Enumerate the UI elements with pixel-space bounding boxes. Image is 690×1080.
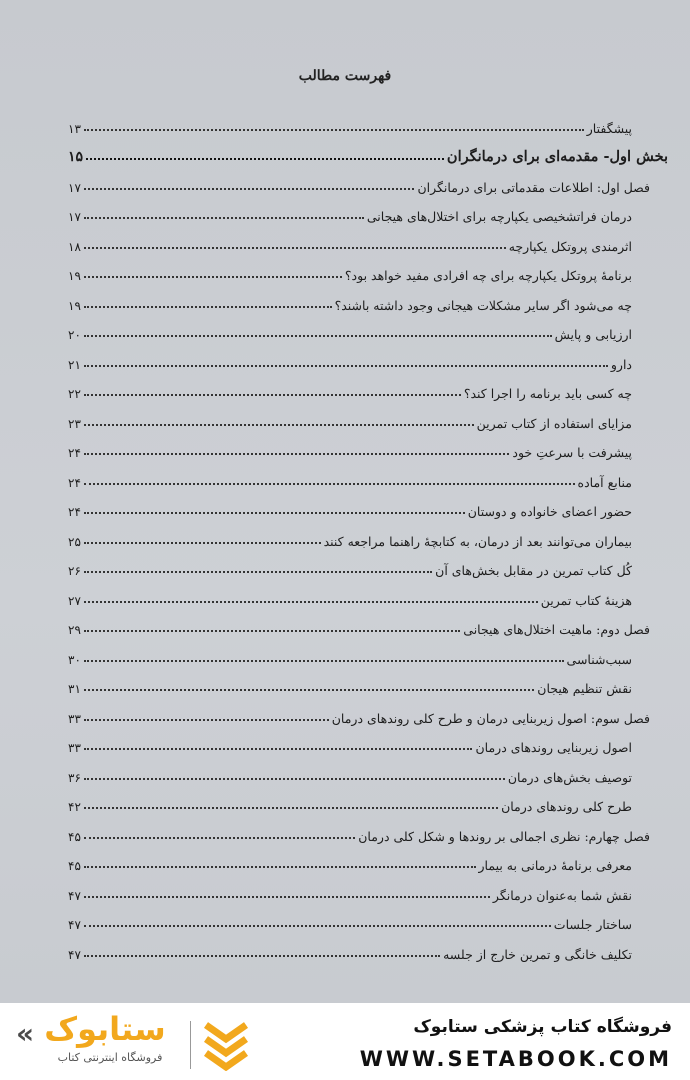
dot-leader — [84, 778, 505, 780]
double-chevron-icon: « — [16, 1017, 35, 1050]
toc-entry — [68, 907, 650, 937]
dot-leader — [84, 630, 460, 632]
dot-leader — [84, 188, 415, 190]
dot-leader — [84, 748, 473, 750]
toc-page-number: ۴۷ — [68, 947, 81, 962]
toc-entry — [68, 376, 650, 406]
toc-entry — [68, 494, 650, 524]
dot-leader — [84, 453, 509, 455]
dot-leader — [84, 837, 355, 839]
toc-entry-label: ارزیابی و پایش — [554, 327, 632, 342]
dot-leader — [84, 129, 584, 131]
toc-chapter-entry — [68, 612, 650, 642]
toc-chapter-entry — [68, 169, 650, 199]
toc-entry-label: پیشگفتار — [586, 120, 632, 136]
toc-page-number: ۱۹ — [68, 298, 81, 313]
toc-entry-label: تکلیف خانگی و تمرین خارج از جلسه — [443, 946, 632, 962]
dot-leader — [84, 512, 465, 514]
toc-page-number: ۳۰ — [68, 652, 81, 667]
toc-entry-label: ساختار جلسات — [553, 917, 632, 932]
toc-page-number: ۴۵ — [68, 829, 81, 844]
toc-chapter-entry — [68, 700, 650, 730]
toc-page-number: ۲۴ — [68, 446, 81, 460]
toc-entry-label: اصول زیربنایی روندهای درمان — [475, 740, 632, 755]
toc-page-number: ۲۶ — [68, 564, 81, 578]
toc-entry-label: پیشرفت با سرعتِ خود — [512, 445, 632, 460]
toc-page-number: ۱۸ — [68, 239, 81, 254]
dot-leader — [84, 394, 461, 396]
toc-page-number: ۳۶ — [68, 770, 81, 785]
dot-leader — [84, 335, 552, 337]
toc-entry-label: مزایای استفاده از کتاب تمرین — [476, 415, 632, 431]
logo-wordmark: ستابوک — [44, 1010, 166, 1048]
dot-leader — [84, 866, 476, 868]
toc-entry — [68, 435, 650, 465]
dot-leader — [84, 955, 440, 957]
dot-leader — [84, 365, 608, 367]
toc-page-number: ۳۳ — [68, 741, 81, 755]
toc-entry-label: هزینهٔ کتاب تمرین — [540, 592, 632, 608]
toc-entry-label: بیماران می‌توانند بعد از درمان، به کتابچهٔ راهنما مراجعه کنند — [323, 533, 632, 549]
toc-entry — [68, 553, 650, 583]
toc-page-number: ۲۵ — [68, 534, 81, 549]
toc-page-number: ۴۵ — [68, 859, 81, 873]
toc-entry — [68, 287, 650, 317]
dot-leader — [84, 925, 551, 927]
dot-leader — [84, 689, 534, 691]
dot-leader — [84, 807, 498, 809]
dot-leader — [84, 306, 332, 308]
toc-entry — [68, 848, 650, 878]
toc-chapter-entry — [68, 818, 650, 848]
toc-entry — [68, 936, 650, 966]
toc-entry-label: فصل چهارم: نظری اجمالی بر روندها و شکل کلی درمان — [358, 828, 650, 844]
toc-entry — [68, 789, 650, 819]
toc-entry — [68, 199, 650, 229]
toc-page-number: ۱۷ — [68, 210, 81, 224]
toc-entry — [68, 317, 650, 347]
toc-entry — [68, 730, 650, 760]
toc-page-number: ۲۲ — [68, 387, 81, 401]
dot-leader — [84, 424, 474, 426]
toc-list — [68, 110, 668, 966]
toc-page-number: ۱۹ — [68, 269, 81, 283]
toc-entry-label: فصل اول: اطلاعات مقدماتی برای درمانگران — [417, 179, 650, 195]
toc-entry-label: دارو — [610, 356, 632, 372]
toc-page-number: ۳۳ — [68, 711, 81, 726]
toc-entry — [68, 464, 650, 494]
dot-leader — [84, 247, 506, 249]
toc-entry-label: توصیف بخش‌های درمان — [507, 769, 632, 785]
dot-leader — [84, 217, 364, 219]
store-url[interactable]: WWW.SETABOOK.COM — [359, 1047, 672, 1071]
toc-page-number: ۱۷ — [68, 180, 81, 195]
toc-page-number: ۲۰ — [68, 328, 81, 342]
toc-entry-label: چه می‌شود اگر سایر مشکلات هیجانی وجود داشته باشند؟ — [334, 297, 632, 313]
dot-leader — [84, 896, 490, 898]
logo-divider — [190, 1021, 191, 1069]
toc-page-number: ۱۵ — [68, 149, 84, 165]
dot-leader — [84, 276, 342, 278]
toc-entry-label: منابع آماده — [577, 474, 632, 490]
toc-entry-label: نقش شما به‌عنوان درمانگر — [492, 887, 632, 903]
toc-entry — [68, 228, 650, 258]
toc-page-number: ۳۱ — [68, 682, 81, 696]
toc-entry-label: فصل دوم: ماهیت اختلال‌های هیجانی — [463, 622, 650, 637]
dot-leader — [84, 601, 538, 603]
toc-page-number: ۴۷ — [68, 918, 81, 932]
toc-entry — [68, 523, 650, 553]
toc-entry-label: سبب‌شناسی — [566, 651, 632, 667]
toc-entry — [68, 641, 650, 671]
toc-entry-label: معرفی برنامهٔ درمانی به بیمار — [478, 858, 632, 873]
toc-entry — [68, 405, 650, 435]
toc-entry — [68, 346, 650, 376]
toc-entry-label: درمان فراتشخیصی یکپارچه برای اختلال‌های هیجانی — [366, 209, 632, 224]
toc-page-number: ۲۴ — [68, 475, 81, 490]
page-title: فهرست مطالب — [298, 68, 392, 84]
toc-page-number: ۲۳ — [68, 416, 81, 431]
toc-entry — [68, 671, 650, 701]
toc-entry-label: طرح کلی روندهای درمان — [501, 799, 632, 814]
toc-entry — [68, 258, 650, 288]
toc-entry — [68, 877, 650, 907]
dot-leader — [84, 542, 321, 544]
toc-entry-label: چه کسی باید برنامه را اجرا کند؟ — [463, 386, 632, 401]
dot-leader — [84, 719, 329, 721]
dot-leader — [84, 483, 575, 485]
toc-entry-label: نقش تنظیم هیجان — [537, 681, 632, 696]
toc-entry — [68, 759, 650, 789]
toc-page-number: ۱۳ — [68, 121, 81, 136]
toc-page-number: ۴۷ — [68, 888, 81, 903]
toc-entry-label: کُل کتاب تمرین در مقابل بخش‌های آن — [435, 563, 632, 578]
toc-page-number: ۲۱ — [68, 357, 81, 372]
toc-entry — [68, 110, 650, 140]
dot-leader — [84, 660, 564, 662]
toc-entry — [68, 582, 650, 612]
store-name: فروشگاه کتاب پزشکی ستابوک — [413, 1017, 672, 1037]
toc-entry-label: حضور اعضای خانواده و دوستان — [467, 504, 632, 519]
toc-page-number: ۲۹ — [68, 623, 81, 637]
logo-tagline: فروشگاه اینترنتی کتاب — [57, 1051, 163, 1064]
toc-entry-label: اثرمندی پروتکل یکپارچه — [508, 238, 632, 254]
toc-page-number: ۲۷ — [68, 593, 81, 608]
chevron-logo-icon — [202, 1019, 250, 1071]
store-footer — [0, 1003, 690, 1080]
toc-part-entry — [68, 140, 668, 170]
dot-leader — [84, 571, 432, 573]
toc-entry-label: فصل سوم: اصول زیربنایی درمان و طرح کلی روندهای درمان — [331, 710, 650, 726]
dot-leader — [86, 158, 444, 160]
toc-page-number: ۴۲ — [68, 800, 81, 814]
toc-entry-label: برنامهٔ پروتکل یکپارچه برای چه افرادی مفید خواهد بود؟ — [344, 268, 632, 283]
toc-entry-label: بخش اول- مقدمه‌ای برای درمانگران — [446, 148, 668, 165]
toc-page-number: ۲۴ — [68, 505, 81, 519]
